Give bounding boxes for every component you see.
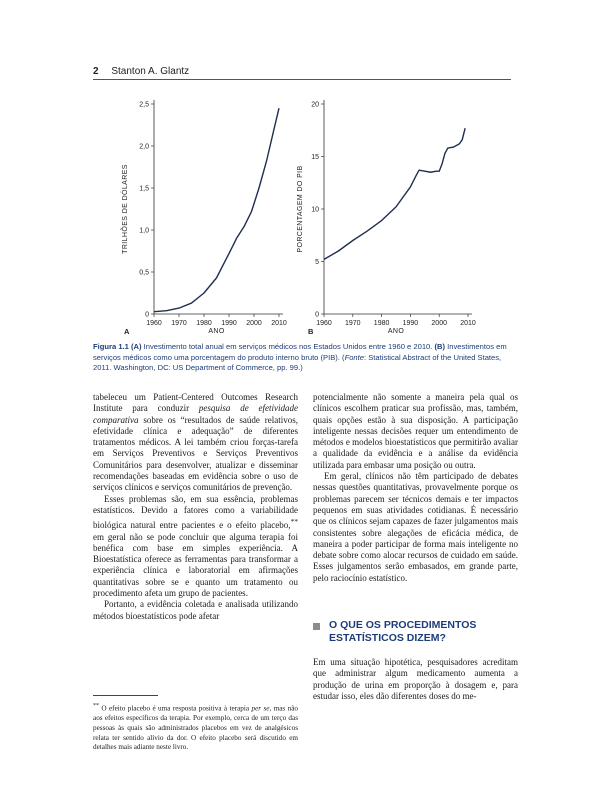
y-tick-label: 1,5 bbox=[139, 185, 149, 193]
figure-caption: Figura 1.1 (A) Investimento total anual em serviços médicos nos Estados Unidos entre 1960 e 2010. (B) Investimentos em serviços médicos como uma porcentagem do produto interno bruto (PIB). (Fonte: Statistical Abstract of the United States, 2011. Washington, DC: US Department of Commerce, pp. 99.) bbox=[93, 342, 507, 373]
x-tick-label: 1970 bbox=[171, 320, 187, 327]
y-tick-label: 2,5 bbox=[139, 101, 149, 109]
y-tick-label: 0 bbox=[145, 311, 149, 319]
section-heading bbox=[313, 619, 518, 645]
x-tick-label: 1970 bbox=[345, 320, 361, 327]
paragraph: tabeleceu um Patient-Centered Outcomes Research Institute para conduzir pesquisa de efetividade comparativa sobre os “resultados de saúde relativos, efetividade clínica e adequação” de diferentes tratamentos médicos. A lei também criou forças-tarefa em Serviços Preventivos e Serviços Preventivos Comunitários para desenvolver, atualizar e disseminar recomendações baseadas em evidência sobre o uso de serviços clínicos e serviços comunitários de prevenção. bbox=[93, 392, 298, 493]
running-head bbox=[93, 66, 189, 77]
x-tick-label: 2010 bbox=[271, 320, 287, 327]
x-axis-label: ANO bbox=[208, 328, 225, 335]
y-tick-label: 5 bbox=[315, 258, 319, 266]
running-head-author: Stanton A. Glantz bbox=[111, 66, 190, 77]
x-tick-label: 1960 bbox=[316, 320, 332, 327]
panel-label: B bbox=[308, 327, 314, 336]
footnote-rule bbox=[93, 695, 158, 696]
x-tick-label: 1980 bbox=[373, 320, 390, 327]
page-number: 2 bbox=[93, 66, 99, 77]
y-axis-label: TRILHÕES DE DÓLARES bbox=[122, 164, 129, 254]
section-bullet-icon bbox=[313, 623, 320, 630]
y-tick-label: 2,0 bbox=[139, 143, 149, 151]
footnote: ** O efeito placebo é uma resposta positiva à terapia per se, mas não aos efeitos específicos da terapia. Por exemplo, cerca de um terço das pessoas às quais são administrados placebos em vez de analgésicos relata ter sentido alívio da dor. O efeito placebo será discutido em detalhes mais adiante neste livro. bbox=[93, 703, 298, 752]
x-tick-label: 1990 bbox=[402, 320, 419, 327]
y-axis-label: PORCENTAGEM DO PIB bbox=[297, 165, 304, 253]
data-series-line bbox=[324, 128, 465, 259]
paragraph: Em uma situação hipotética, pesquisadores acreditam que administrar algum medicamento aumenta a produção de urina em proporção à dosagem e, para estudar isso, eles dão diferentes doses do me- bbox=[313, 657, 518, 701]
x-tick-label: 2000 bbox=[431, 320, 447, 327]
section-title: O QUE OS PROCEDIMENTOS ESTATÍSTICOS DIZEM? bbox=[329, 619, 477, 644]
right-text-column bbox=[313, 392, 518, 584]
y-tick-label: 0,5 bbox=[139, 269, 149, 277]
left-text-column bbox=[93, 392, 298, 622]
x-tick-label: 1990 bbox=[221, 320, 237, 327]
paragraph: Em geral, clínicos não têm participado de debates nessas questões quantitativas, provavelmente porque os problemas parecem ser técnicos demais e ter impactos pequenos em suas atividades cotidianas. É necessário que os clínicos sejam capazes de fazer julgamentos mais consistentes sobre alegações de eficácia médica, de maneira a poder participar de forma mais inteligente no debate sobre como alocar recursos de cuidado em saúde. Esses julgamentos serão embasados, em grande parte, pelo raciocínio estatístico. bbox=[313, 471, 518, 583]
y-tick-label: 10 bbox=[311, 206, 319, 214]
paragraph: Esses problemas são, em sua essência, problemas estatísticos. Devido a fatores como a variabilidade biológica natural entre pacientes e o efeito placebo,** em geral não se pode concluir que alguma terapia foi benéfica com base em simples experiência. A Bioestatística oferece as ferramentas para transformar a experiência clínica e laboratorial em afirmações quantitativas sobre se e quanto um tratamento ou procedimento afeta um grupo de pacientes. bbox=[93, 493, 298, 599]
header-rule bbox=[93, 79, 511, 80]
data-series-line bbox=[154, 108, 279, 312]
y-tick-label: 1,0 bbox=[139, 227, 149, 235]
x-tick-label: 1960 bbox=[146, 320, 162, 327]
x-tick-label: 2010 bbox=[460, 320, 476, 327]
y-tick-label: 0 bbox=[315, 311, 319, 319]
x-tick-label: 1980 bbox=[196, 320, 212, 327]
paragraph: potencialmente não somente a maneira pela qual os clínicos escolhem praticar sua profissão, mas, também, quais opções estão à sua disposição. A participação inteligente nessas decisões requer um entendimento de métodos e modelos bioestatísticos que permitirão avaliar a qualidade da evidência e a análise da evidência utilizada para embasar uma posição ou outra. bbox=[313, 392, 518, 470]
panel-label: A bbox=[124, 327, 130, 336]
figure-1-1-panel-b-chart bbox=[288, 92, 488, 337]
y-tick-label: 15 bbox=[311, 153, 319, 161]
y-tick-label: 20 bbox=[311, 101, 319, 109]
section-body bbox=[313, 657, 518, 702]
figure-1-1-panel-a-chart bbox=[108, 92, 288, 337]
paragraph: Portanto, a evidência coletada e analisada utilizando métodos bioestatísticos pode afetar bbox=[93, 599, 298, 621]
x-tick-label: 2000 bbox=[246, 320, 262, 327]
x-axis-label: ANO bbox=[387, 328, 405, 335]
